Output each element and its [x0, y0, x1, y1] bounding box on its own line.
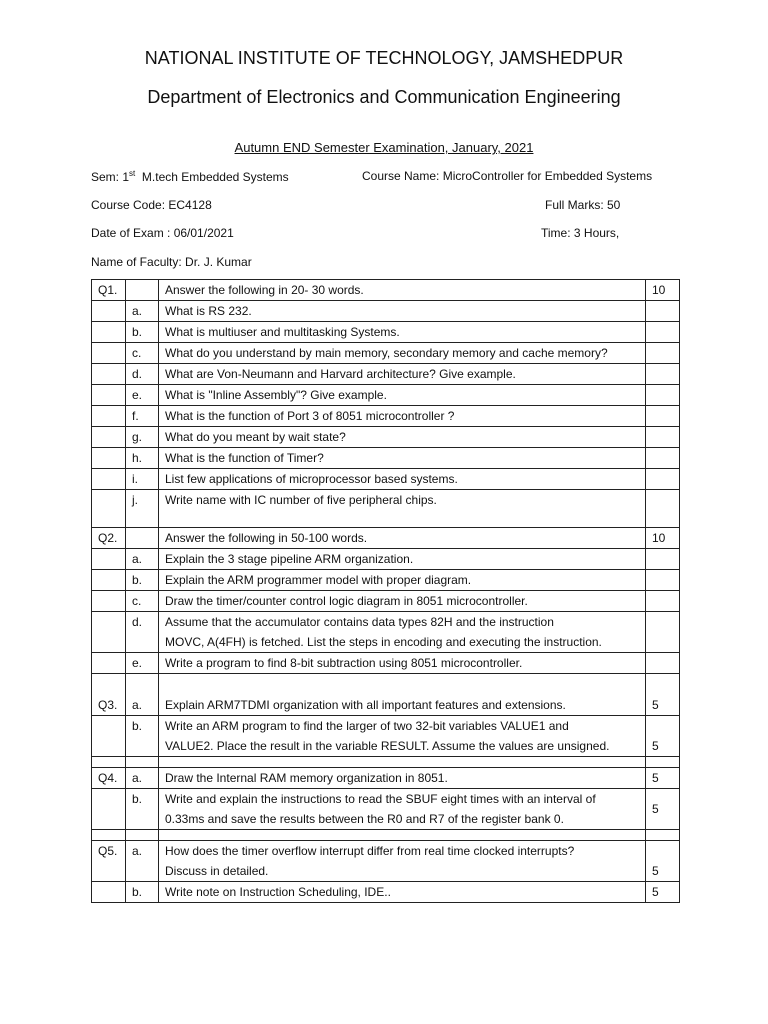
- question-marks: 5: [646, 768, 680, 789]
- question-marks: 5: [646, 716, 680, 757]
- table-row: [92, 591, 680, 612]
- question-number: Q5.: [92, 841, 126, 882]
- table-row: [92, 612, 680, 653]
- sub-label: a.: [126, 301, 159, 322]
- sub-question: What is "Inline Assembly"? Give example.: [159, 385, 646, 406]
- sub-question-line: Discuss in detailed.: [165, 864, 269, 878]
- sub-label: b.: [126, 570, 159, 591]
- question-title: Answer the following in 20- 30 words.: [159, 280, 646, 301]
- table-row: [92, 789, 680, 830]
- sub-label: a.: [126, 674, 159, 716]
- sub-question-line: How does the timer overflow interrupt differ from real time clocked interrupts?: [165, 844, 575, 858]
- sub-question: What do you understand by main memory, secondary memory and cache memory?: [159, 343, 646, 364]
- table-row: [92, 406, 680, 427]
- sub-label: i.: [126, 469, 159, 490]
- sub-label: b.: [126, 882, 159, 903]
- exam-title: Autumn END Semester Examination, January, 2021: [234, 140, 534, 155]
- sub-question: What do you meant by wait state?: [159, 427, 646, 448]
- sub-question: What is RS 232.: [159, 301, 646, 322]
- question-marks: 5: [646, 841, 680, 882]
- sub-question: [159, 841, 646, 882]
- table-row: [92, 528, 680, 549]
- sub-question: Write name with IC number of five peripheral chips.: [159, 490, 646, 528]
- question-table: [91, 279, 680, 903]
- sub-question-line: Write and explain the instructions to read the SBUF eight times with an interval of: [165, 792, 596, 806]
- exam-time: Time: 3 Hours,: [541, 226, 620, 240]
- table-row: [92, 322, 680, 343]
- sub-question: Draw the timer/counter control logic diagram in 8051 microcontroller.: [159, 591, 646, 612]
- sub-question: What is the function of Port 3 of 8051 microcontroller ?: [159, 406, 646, 427]
- question-marks: 5: [646, 789, 680, 830]
- question-number: Q3.: [92, 674, 126, 716]
- table-row: [92, 653, 680, 674]
- sub-question-line: Assume that the accumulator contains data types 82H and the instruction: [165, 615, 554, 629]
- institute-title: NATIONAL INSTITUTE OF TECHNOLOGY, JAMSHEDPUR: [144, 48, 624, 68]
- sub-question: Explain the 3 stage pipeline ARM organization.: [159, 549, 646, 570]
- sub-label: b.: [126, 322, 159, 343]
- department-title: Department of Electronics and Communication Engineering: [147, 87, 621, 107]
- sub-label: h.: [126, 448, 159, 469]
- table-row: [92, 343, 680, 364]
- sub-label: g.: [126, 427, 159, 448]
- question-marks: 10: [646, 528, 680, 549]
- sub-question: [159, 789, 646, 830]
- sub-label: a.: [126, 549, 159, 570]
- sub-label: a.: [126, 768, 159, 789]
- table-row: [92, 469, 680, 490]
- exam-date: Date of Exam : 06/01/2021: [91, 226, 234, 240]
- sub-question-line: VALUE2. Place the result in the variable RESULT. Assume the values are unsigned.: [165, 739, 610, 753]
- sub-question: What is multiuser and multitasking Systems.: [159, 322, 646, 343]
- table-row: [92, 490, 680, 528]
- course-name: Course Name: MicroController for Embedded Systems: [362, 169, 653, 183]
- sub-question: [159, 716, 646, 757]
- sub-question-line: MOVC, A(4FH) is fetched. List the steps in encoding and executing the instruction.: [165, 635, 602, 649]
- table-row: [92, 882, 680, 903]
- sub-label: f.: [126, 406, 159, 427]
- question-number: Q4.: [92, 768, 126, 789]
- sub-label: b.: [126, 789, 159, 830]
- sub-label: c.: [126, 591, 159, 612]
- sub-question-line: 0.33ms and save the results between the R0 and R7 of the register bank 0.: [165, 812, 564, 826]
- table-row: [92, 364, 680, 385]
- sub-label: d.: [126, 612, 159, 653]
- question-marks: 5: [646, 882, 680, 903]
- table-row: [92, 385, 680, 406]
- sub-question: List few applications of microprocessor based systems.: [159, 469, 646, 490]
- table-row: [92, 280, 680, 301]
- sub-question: Explain ARM7TDMI organization with all important features and extensions.: [159, 674, 646, 716]
- faculty-name: Name of Faculty: Dr. J. Kumar: [91, 255, 252, 269]
- sub-question: Explain the ARM programmer model with proper diagram.: [159, 570, 646, 591]
- sub-question: Write a program to find 8-bit subtraction using 8051 microcontroller.: [159, 653, 646, 674]
- table-row: [92, 570, 680, 591]
- sub-label: c.: [126, 343, 159, 364]
- sub-label: b.: [126, 716, 159, 757]
- table-row: [92, 448, 680, 469]
- question-title: Answer the following in 50-100 words.: [159, 528, 646, 549]
- table-row: [92, 549, 680, 570]
- sub-question: What are Von-Neumann and Harvard architecture? Give example.: [159, 364, 646, 385]
- sub-label: j.: [126, 490, 159, 528]
- spacer-row: [92, 757, 680, 768]
- semester-info: Sem: 1st M.tech Embedded Systems: [91, 169, 289, 184]
- question-number: Q1.: [92, 280, 126, 301]
- sub-question: What is the function of Timer?: [159, 448, 646, 469]
- table-row: [92, 841, 680, 882]
- table-row: [92, 716, 680, 757]
- sub-question: Write note on Instruction Scheduling, IDE..: [159, 882, 646, 903]
- table-row: [92, 768, 680, 789]
- sub-question-line: Write an ARM program to find the larger of two 32-bit variables VALUE1 and: [165, 719, 569, 733]
- sub-label: a.: [126, 841, 159, 882]
- sub-question: Draw the Internal RAM memory organization in 8051.: [159, 768, 646, 789]
- table-row: [92, 674, 680, 716]
- question-marks: 5: [646, 674, 680, 716]
- sub-question: [159, 612, 646, 653]
- course-code: Course Code: EC4128: [91, 198, 212, 212]
- sub-label: d.: [126, 364, 159, 385]
- table-row: [92, 427, 680, 448]
- full-marks: Full Marks: 50: [545, 198, 621, 212]
- question-marks: 10: [646, 280, 680, 301]
- sub-label: e.: [126, 385, 159, 406]
- sub-label: e.: [126, 653, 159, 674]
- question-number: Q2.: [92, 528, 126, 549]
- spacer-row: [92, 830, 680, 841]
- table-row: [92, 301, 680, 322]
